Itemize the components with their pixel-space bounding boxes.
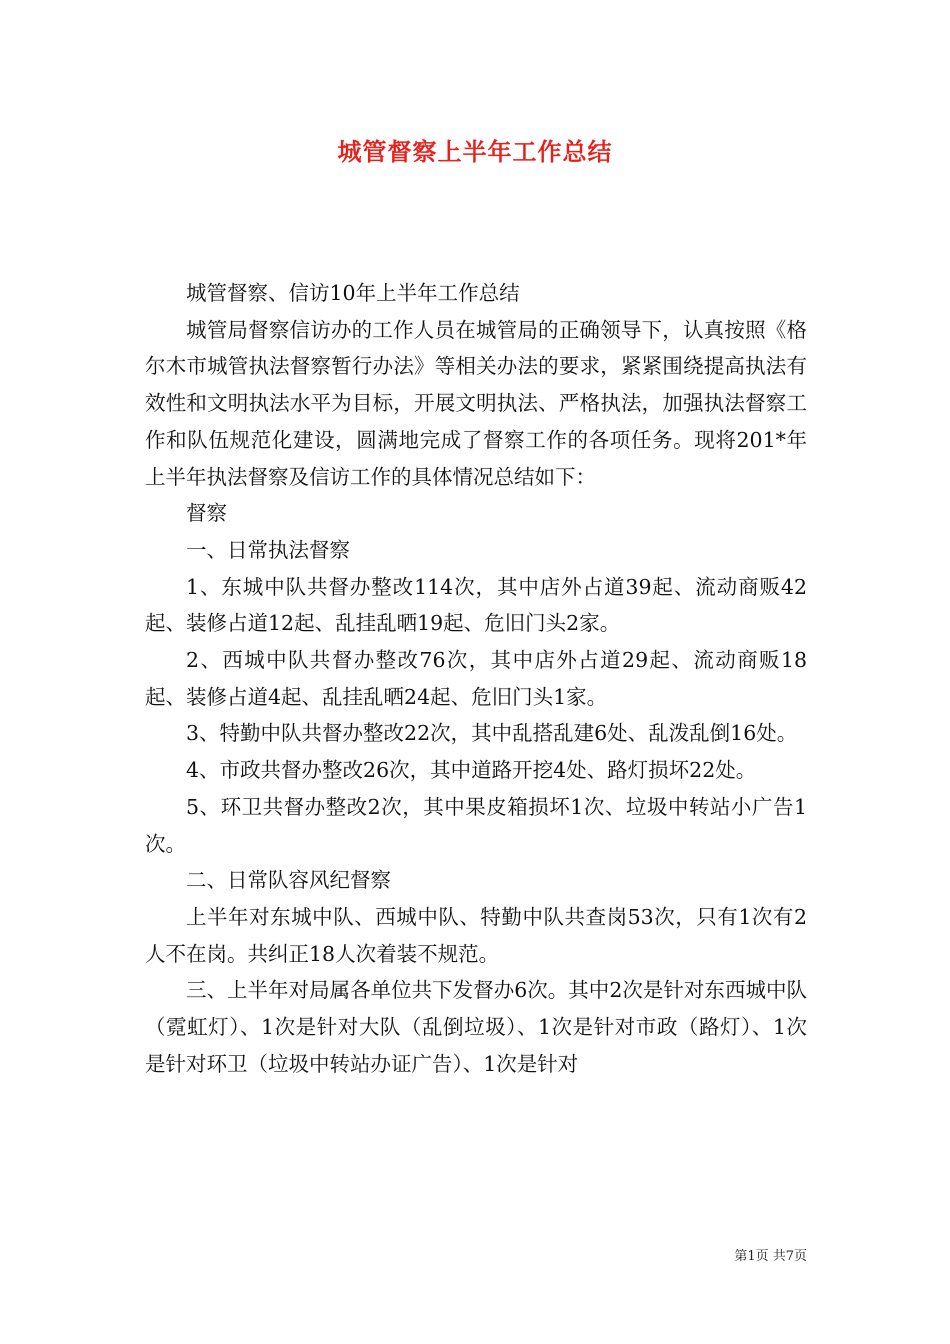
paragraph-item-2: 2、西城中队共督办整改76次，其中店外占道29起、流动商贩18起、装修占道4起、乱挂乱晒24起、危旧门头1家。 xyxy=(145,648,807,709)
document-title: 城管督察上半年工作总结 xyxy=(337,137,613,166)
paragraph-section-3: 三、上半年对局属各单位共下发督办6次。其中2次是针对东西城中队（霓虹灯）、1次是针对大队（乱倒垃圾）、1次是针对市政（路灯）、1次是针对环卫（垃圾中转站办证广告）、1次是针对 xyxy=(145,978,807,1076)
paragraph-item-5: 5、环卫共督办整改2次，其中果皮箱损坏1次、垃圾中转站小广告1次。 xyxy=(145,794,807,856)
section-heading-2: 二、日常队容风纪督察 xyxy=(186,868,391,893)
document-body xyxy=(145,275,807,1082)
section-heading-1: 一、日常执法督察 xyxy=(186,537,350,562)
paragraph-discipline: 上半年对东城中队、西城中队、特勤中队共查岗53次，只有1次有2人不在岗。共纠正18人次着装不规范。 xyxy=(145,904,807,966)
paragraph-intro: 城管局督察信访办的工作人员在城管局的正确领导下，认真按照《格尔木市城管执法督察暂行办法》等相关办法的要求，紧紧围绕提高执法有效性和文明执法水平为目标，开展文明执法、严格执法，加强执法督察工作和队伍规范化建设，圆满地完成了督察工作的各项任务。现将201*年上半年执法督察及信访工作的具体情况总结如下： xyxy=(145,317,807,489)
page-number: 第1页 共7页 xyxy=(734,1249,807,1264)
section-heading-supervision: 督察 xyxy=(186,501,227,526)
paragraph-subtitle: 城管督察、信访10年上半年工作总结 xyxy=(186,281,520,305)
paragraph-item-3: 3、特勤中队共督办整改22次，其中乱搭乱建6处、乱泼乱倒16处。 xyxy=(186,721,798,746)
paragraph-item-1: 1、东城中队共督办整改114次，其中店外占道39起、流动商贩42起、装修占道12起、乱挂乱晒19起、危旧门头2家。 xyxy=(145,574,807,636)
paragraph-item-4: 4、市政共督办整改26次，其中道路开挖4处、路灯损坏22处。 xyxy=(186,758,757,783)
